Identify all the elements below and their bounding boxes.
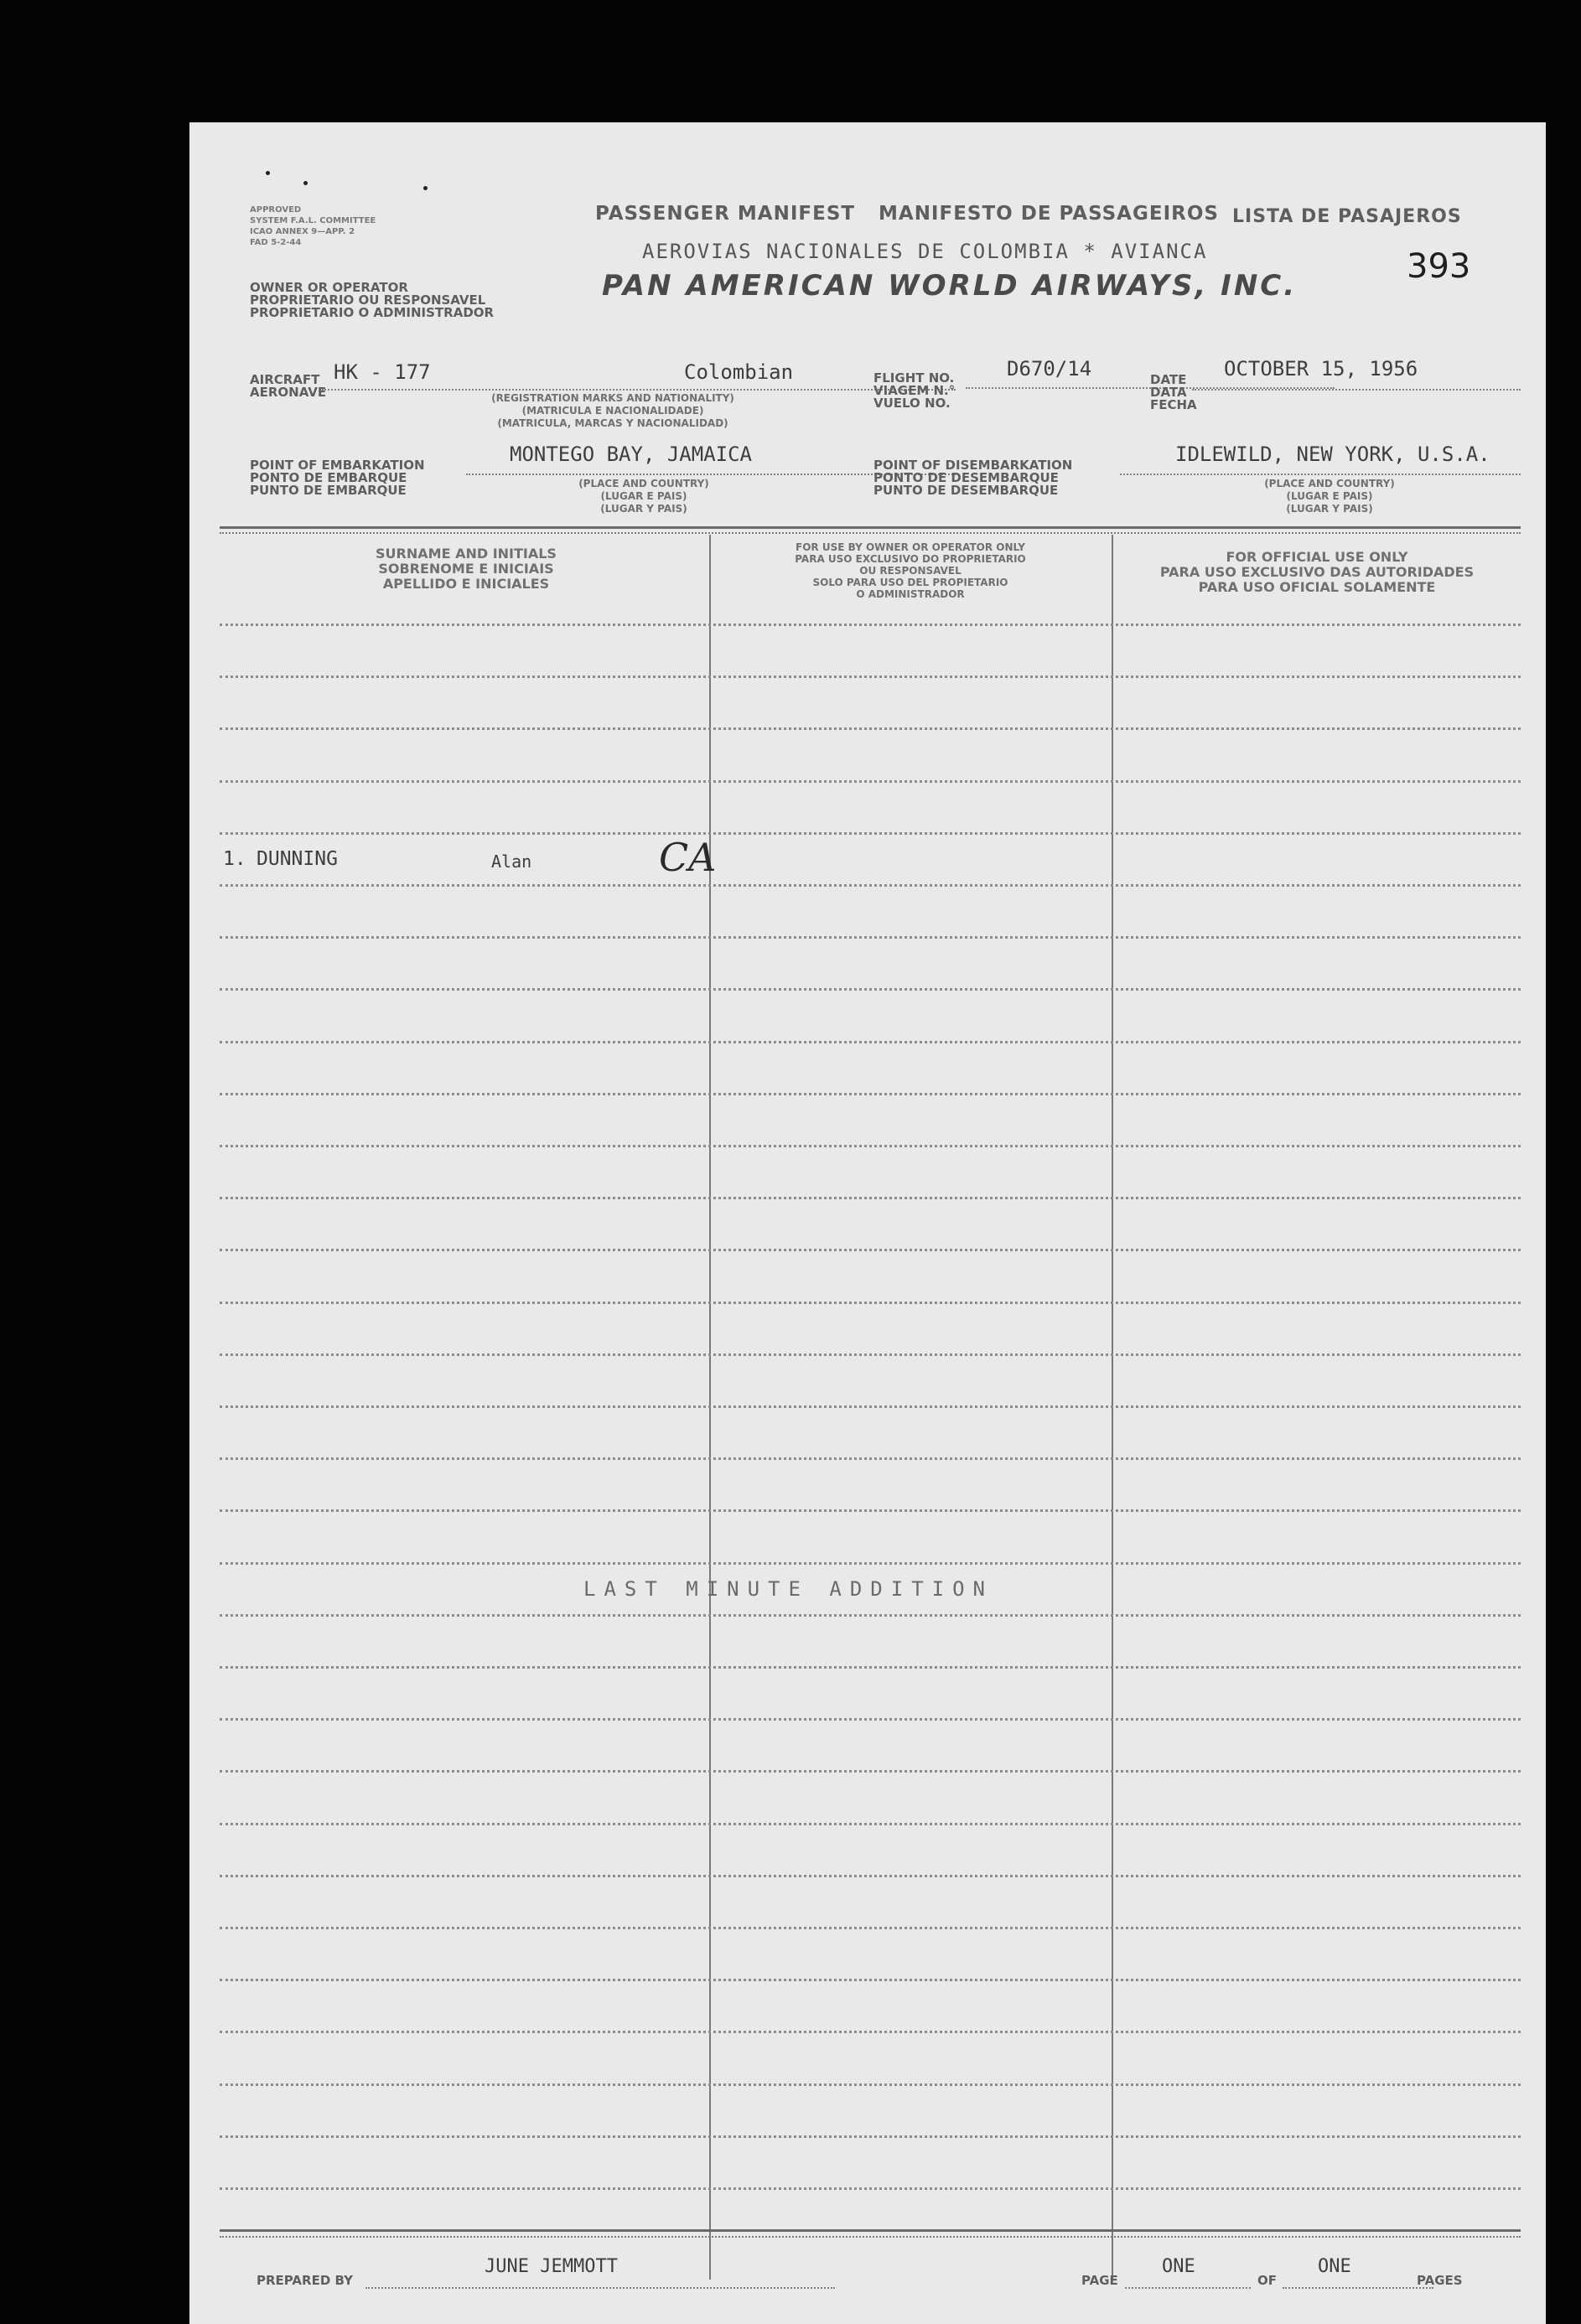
column-header-official — [1120, 550, 1514, 595]
flight-number: D670/14 — [1007, 357, 1092, 380]
aircraft-caption — [437, 392, 789, 430]
table-row-rule — [220, 1145, 1521, 1147]
table-bottom-rule-inner — [220, 2236, 1521, 2238]
flight-label-pt: VIAGEM N.° — [873, 383, 956, 398]
of-label: OF — [1257, 2273, 1277, 2288]
page-label: PAGE — [1081, 2273, 1118, 2288]
embarkation-label — [250, 459, 425, 497]
table-row-rule — [220, 1405, 1521, 1408]
table-row-rule — [220, 1197, 1521, 1199]
column-header-line: PARA USO EXCLUSIVO DAS AUTORIDADES — [1159, 564, 1475, 580]
prepared-by-name: JUNE JEMMOTT — [485, 2256, 618, 2277]
speck — [423, 186, 428, 190]
caption-line: (MATRICULA E NACIONALIDADE) — [521, 405, 704, 417]
passenger-number: 1. — [223, 848, 246, 870]
date-label-es: FECHA — [1150, 397, 1197, 412]
manifest-sheet — [189, 122, 1546, 2324]
table-row-rule — [220, 1041, 1521, 1043]
pages-label: PAGES — [1417, 2273, 1463, 2288]
table-row-rule — [220, 1927, 1521, 1929]
last-minute-addition-note: LAST MINUTE ADDITION — [583, 1577, 993, 1601]
disembarkation-place: IDLEWILD, NEW YORK, U.S.A. — [1175, 443, 1490, 466]
table-row-rule — [220, 884, 1521, 887]
table-row-rule — [220, 1509, 1521, 1512]
table-row-rule — [220, 2187, 1521, 2190]
handwritten-initials: CA — [659, 835, 717, 880]
column-header-line: SURNAME AND INITIALS — [376, 546, 557, 562]
passenger-surname: DUNNING — [257, 848, 338, 870]
table-row-rule — [220, 1562, 1521, 1565]
caption-line: (LUGAR Y PAIS) — [600, 503, 687, 515]
caption-line: (MATRICULA, MARCAS Y NACIONALIDAD) — [497, 417, 728, 429]
aircraft-registration: HK - 177 — [334, 360, 431, 384]
page-number: 393 — [1407, 247, 1471, 286]
table-bottom-rule — [220, 2229, 1521, 2232]
table-row-rule — [220, 727, 1521, 730]
approval-line: FAD 5-2-44 — [250, 238, 302, 247]
approval-line: SYSTEM F.A.L. COMMITTEE — [250, 216, 376, 225]
embarkation-label-pt: PONTO DE EMBARQUE — [250, 470, 407, 485]
embarkation-label-es: PUNTO DE EMBARQUE — [250, 483, 407, 498]
flight-label — [873, 372, 955, 410]
column-header-line: SOBRENOME E INICIAIS — [378, 561, 554, 577]
table-row-rule — [220, 1249, 1521, 1251]
owner-label — [250, 282, 494, 319]
column-header-line: O ADMINISTRADOR — [856, 588, 965, 600]
embarkation-place: MONTEGO BAY, JAMAICA — [510, 443, 752, 466]
table-row-rule — [220, 936, 1521, 939]
table-row-rule — [220, 2083, 1521, 2086]
passenger-given-name: Alan — [491, 851, 532, 872]
column-header-operator — [719, 541, 1102, 600]
speck — [266, 171, 270, 175]
table-row-rule — [220, 988, 1521, 991]
disembarkation-underline — [1120, 474, 1521, 475]
column-header-surname — [290, 546, 642, 592]
table-row-rule — [220, 832, 1521, 835]
title-es: LISTA DE PASAJEROS — [1232, 206, 1462, 227]
table-row-rule — [220, 1875, 1521, 1877]
page-underline — [1125, 2287, 1251, 2289]
approval-line: APPROVED — [250, 205, 302, 215]
table-row-rule — [220, 1093, 1521, 1095]
owner-label-en: OWNER OR OPERATOR — [250, 280, 408, 295]
disembarkation-label — [873, 459, 1072, 497]
date-label — [1150, 374, 1197, 411]
title-pt: MANIFESTO DE PASSAGEIROS — [879, 203, 1219, 225]
table-row-rule — [220, 675, 1521, 678]
disembarkation-label-en: POINT OF DISEMBARKATION — [873, 458, 1073, 473]
table-row-rule — [220, 1457, 1521, 1460]
owner-label-pt: PROPRIETARIO OU RESPONSAVEL — [250, 292, 486, 308]
flight-date: OCTOBER 15, 1956 — [1224, 357, 1418, 380]
table-row-rule — [220, 1979, 1521, 1981]
table-row-rule — [220, 780, 1521, 783]
table-top-rule — [220, 526, 1521, 529]
prepared-by-underline — [365, 2287, 835, 2289]
page-value: ONE — [1162, 2256, 1195, 2277]
table-row-rule — [220, 1614, 1521, 1617]
column-header-line: PARA USO OFICIAL SOLAMENTE — [1198, 579, 1436, 595]
caption-line: (LUGAR Y PAIS) — [1286, 503, 1373, 515]
column-header-line: FOR USE BY OWNER OR OPERATOR ONLY — [796, 541, 1025, 553]
column-header-line: APELLIDO E INICIALES — [382, 576, 550, 592]
aircraft-label-en: AIRCRAFT — [250, 372, 320, 387]
embarkation-label-en: POINT OF EMBARKATION — [250, 458, 425, 473]
table-row-rule — [220, 2135, 1521, 2138]
table-row-rule — [220, 1354, 1521, 1356]
column-header-line: OU RESPONSAVEL — [859, 565, 962, 577]
aircraft-underline — [322, 389, 956, 391]
operator-printed: PAN AMERICAN WORLD AIRWAYS, INC. — [602, 269, 1298, 303]
aircraft-label — [250, 374, 326, 399]
aircraft-label-pt: AERONAVE — [250, 385, 327, 400]
column-header-line: PARA USO EXCLUSIVO DO PROPRIETARIO — [795, 553, 1026, 565]
approval-block — [250, 204, 376, 248]
table-row-rule — [220, 1718, 1521, 1721]
of-value: ONE — [1318, 2256, 1351, 2277]
caption-line: (PLACE AND COUNTRY) — [578, 478, 709, 489]
embarkation-caption — [535, 478, 753, 515]
caption-line: (PLACE AND COUNTRY) — [1264, 478, 1395, 489]
date-label-en: DATE — [1150, 372, 1187, 387]
table-row-rule — [220, 1770, 1521, 1773]
table-top-rule-inner — [220, 532, 1521, 534]
disembarkation-caption — [1221, 478, 1438, 515]
caption-line: (LUGAR E PAIS) — [1286, 490, 1373, 502]
date-label-pt: DATA — [1150, 385, 1187, 400]
aircraft-nationality: Colombian — [684, 360, 794, 384]
column-header-line: FOR OFFICIAL USE ONLY — [1226, 549, 1408, 565]
disembarkation-label-pt: PONTO DE DESEMBARQUE — [873, 470, 1059, 485]
caption-line: (LUGAR E PAIS) — [600, 490, 687, 502]
disembarkation-label-es: PUNTO DE DESEMBARQUE — [873, 483, 1059, 498]
speck — [303, 181, 308, 185]
flight-label-en: FLIGHT NO. — [873, 370, 955, 386]
table-row-rule — [220, 1666, 1521, 1669]
flight-label-es: VUELO NO. — [873, 396, 951, 411]
table-row-rule — [220, 1823, 1521, 1825]
operator-typed: AEROVIAS NACIONALES DE COLOMBIA * AVIANCA — [642, 240, 1208, 263]
prepared-by-label: PREPARED BY — [257, 2273, 353, 2288]
owner-label-es: PROPRIETARIO O ADMINISTRADOR — [250, 305, 495, 320]
approval-line: ICAO ANNEX 9—APP. 2 — [250, 227, 355, 236]
table-row-rule — [220, 2031, 1521, 2033]
table-row-rule — [220, 1302, 1521, 1304]
caption-line: (REGISTRATION MARKS AND NATIONALITY) — [491, 392, 734, 404]
title-en: PASSENGER MANIFEST — [595, 203, 856, 225]
of-underline — [1283, 2287, 1433, 2289]
date-underline — [1192, 389, 1521, 391]
table-row-rule — [220, 624, 1521, 626]
column-header-line: SOLO PARA USO DEL PROPIETARIO — [812, 577, 1008, 588]
